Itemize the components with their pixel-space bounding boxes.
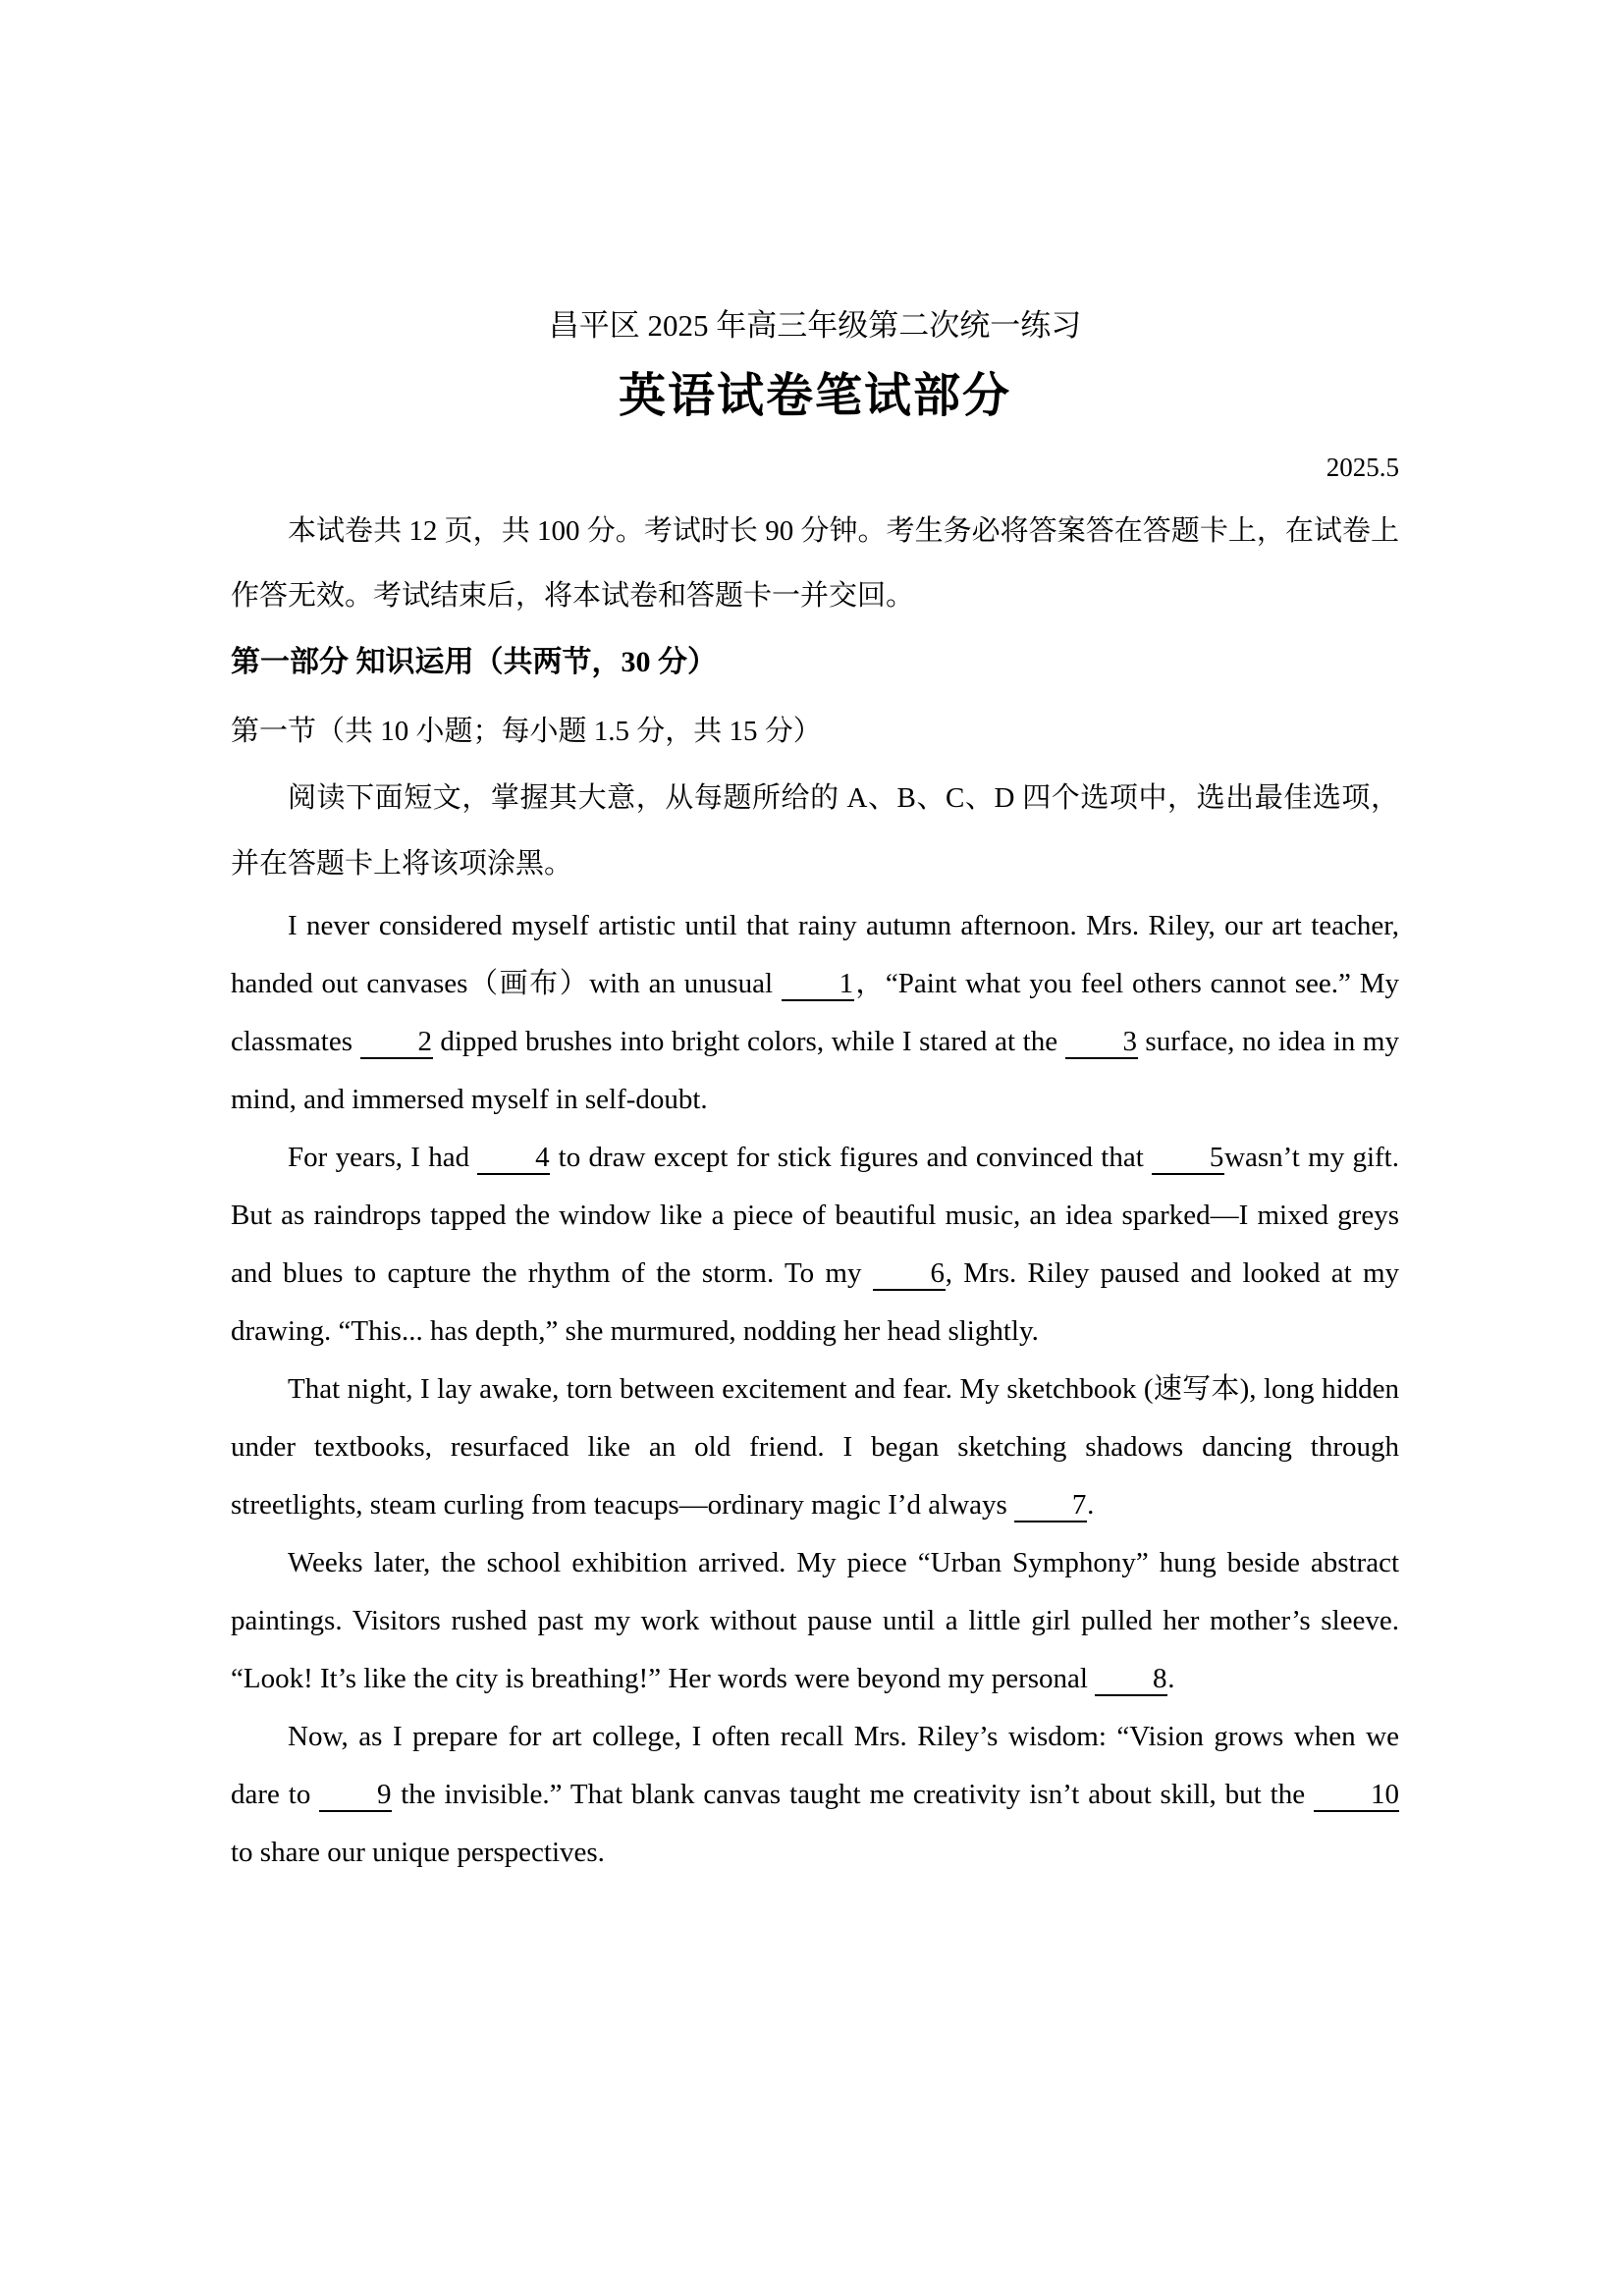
cloze-blank-1: 1: [782, 968, 854, 1001]
exam-session-title: 昌平区 2025 年高三年级第二次统一练习: [548, 308, 1082, 343]
exam-notice: 本试卷共 12 页，共 100 分。考试时长 90 分钟。考生务必将答案答在答题卡上，在试卷上作答无效。考试结束后，将本试卷和答题卡一并交回。: [231, 515, 1399, 612]
cloze-blank-5: 5: [1152, 1142, 1224, 1175]
cloze-blank-3: 3: [1065, 1026, 1138, 1059]
cloze-blank-9: 9: [319, 1779, 392, 1812]
exam-date: 2025.5: [1326, 453, 1399, 482]
cloze-blank-8: 8: [1095, 1663, 1167, 1696]
passage-paragraph-3: That night, I lay awake, torn between excitement and fear. My sketchbook (速写本), long hidden under textbooks, resurfaced like an old friend. I began sketching shadows dancing through streetlights, steam curling from teacups—ordinary magic I’d always 7.: [231, 1373, 1399, 1521]
page-content: [231, 0, 1399, 1882]
paper-title: 英语试卷笔试部分: [618, 370, 1011, 422]
cloze-instructions: 阅读下面短文，掌握其大意，从每题所给的 A、B、C、D 四个选项中，选出最佳选项，并在答题卡上将该项涂黑。: [231, 782, 1399, 880]
cloze-blank-7: 7: [1014, 1489, 1087, 1522]
cloze-blank-10: 10: [1314, 1779, 1399, 1812]
cloze-blank-4: 4: [477, 1142, 550, 1175]
cloze-blank-6: 6: [873, 1257, 946, 1291]
passage-paragraph-5: Now, as I prepare for art college, I often recall Mrs. Riley’s wisdom: “Vision grows when we dare to 9 the invisible.” That blank canvas taught me creativity isn’t about skill, but the 10 to share our unique perspectives.: [231, 1721, 1399, 1868]
part1-heading: 第一部分 知识运用（共两节，30 分）: [231, 646, 717, 678]
part1-section1-heading: 第一节（共 10 小题；每小题 1.5 分，共 15 分）: [231, 716, 822, 747]
cloze-blank-2: 2: [360, 1026, 433, 1059]
passage-paragraph-4: Weeks later, the school exhibition arrived. My piece “Urban Symphony” hung beside abstract paintings. Visitors rushed past my work without pause until a little girl pulled her mother’s sleeve. “Look! It’s like the city is breathing!” Her words were beyond my personal 8.: [231, 1547, 1399, 1694]
passage-paragraph-1: I never considered myself artistic until that rainy autumn afternoon. Mrs. Riley, our art teacher, handed out canvases（画布）with an unusual 1，“Paint what you feel others cannot see.” My classmates 2 dipped brushes into bright colors, while I stared at the 3 surface, no idea in my mind, and immersed myself in self-doubt.: [231, 910, 1399, 1115]
passage-paragraph-2: For years, I had 4 to draw except for stick figures and convinced that 5wasn’t my gift. But as raindrops tapped the window like a piece of beautiful music, an idea sparked—I mixed greys and blues to capture the rhythm of the storm. To my 6, Mrs. Riley paused and looked at my drawing. “This... has depth,” she murmured, nodding her head slightly.: [231, 1142, 1399, 1347]
